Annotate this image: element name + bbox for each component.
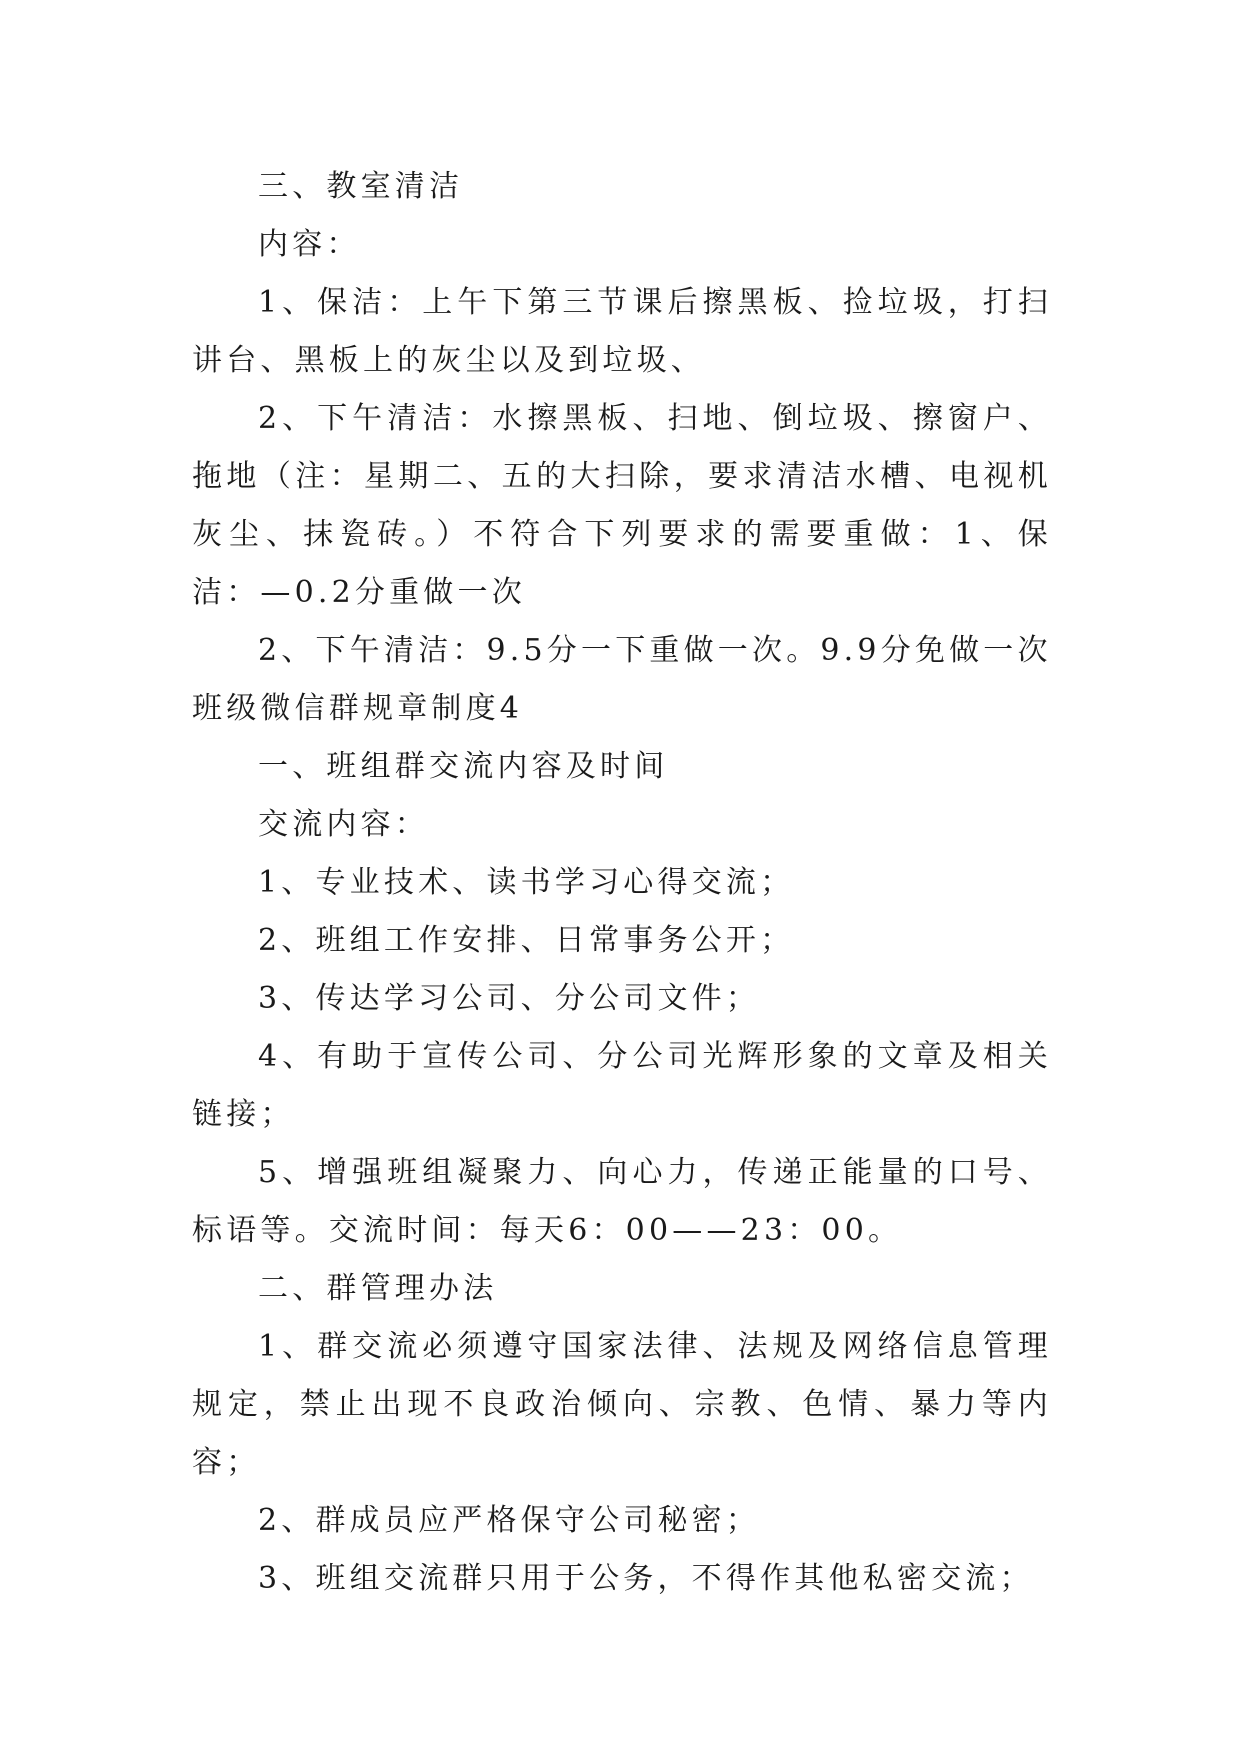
list-item: 3、班组交流群只用于公务，不得作其他私密交流； bbox=[258, 1561, 1034, 1596]
document-subtitle: 班级微信群规章制度4 bbox=[192, 691, 524, 726]
item-cleaning-3: 2、下午清洁：9.5分一下重做一次。9.9分免做一次 bbox=[258, 633, 1052, 668]
content-label: 内容： bbox=[258, 227, 361, 262]
list-item: 5、增强班组凝聚力、向心力，传递正能量的口号、标语等。交流时间：每天6：00——23：00。 bbox=[192, 1155, 1052, 1248]
section-heading-classroom-cleaning: 三、教室清洁 bbox=[258, 169, 464, 204]
list-item: 2、群成员应严格保守公司秘密； bbox=[258, 1503, 761, 1538]
section-heading-group-management: 二、群管理办法 bbox=[258, 1271, 498, 1306]
exchange-content-label: 交流内容： bbox=[258, 807, 429, 842]
item-cleaning-1: 1、保洁：上午下第三节课后擦黑板、捡垃圾，打扫讲台、黑板上的灰尘以及到垃圾、 bbox=[192, 285, 1052, 378]
item-cleaning-2: 2、下午清洁：水擦黑板、扫地、倒垃圾、擦窗户、拖地（注：星期二、五的大扫除，要求清洁水槽、电视机灰尘、抹瓷砖。）不符合下列要求的需要重做：1、保洁：—0.2分重做一次 bbox=[192, 401, 1052, 610]
list-item: 2、班组工作安排、日常事务公开； bbox=[258, 923, 795, 958]
list-item: 1、专业技术、读书学习心得交流； bbox=[258, 865, 795, 900]
list-item: 1、群交流必须遵守国家法律、法规及网络信息管理规定，禁止出现不良政治倾向、宗教、色情、暴力等内容； bbox=[192, 1329, 1052, 1480]
section-heading-group-content: 一、班组群交流内容及时间 bbox=[258, 749, 669, 784]
list-item: 4、有助于宣传公司、分公司光辉形象的文章及相关链接； bbox=[192, 1039, 1052, 1132]
list-item: 3、传达学习公司、分公司文件； bbox=[258, 981, 761, 1016]
document-body bbox=[192, 158, 1052, 1608]
